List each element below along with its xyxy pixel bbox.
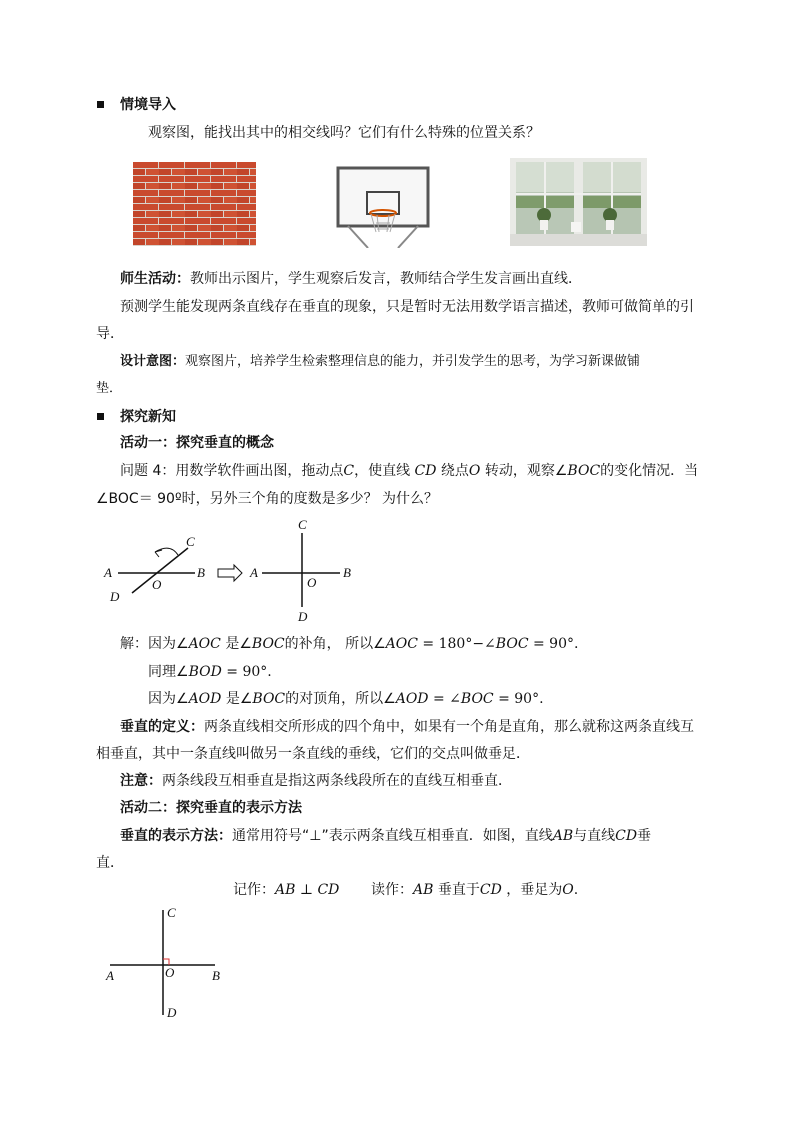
design-label: 设计意图：	[120, 354, 186, 369]
fig2-label-A: A	[106, 968, 114, 983]
sol3-text-c: 的对顶角，所以∠	[285, 691, 396, 707]
section-heading-intro: 情境导入	[120, 97, 176, 113]
predict-line-1: 预测学生能发现两条直线存在垂直的现象，只是暂时无法用数学语言描述，教师可做简单的引	[120, 299, 694, 315]
question4-line1	[120, 461, 698, 481]
fig1-label-C1: C	[186, 534, 195, 549]
fig1-label-D2: D	[298, 609, 308, 624]
fig2-label-C: C	[167, 905, 176, 920]
q4-text-b: ，使直线	[354, 463, 411, 479]
predict-line-2: 导．	[96, 326, 124, 342]
record-notation	[233, 880, 339, 900]
read-text-b: 垂直于	[437, 882, 480, 898]
fig1-label-B2: B	[343, 565, 351, 580]
design-text: 观察图片，培养学生检索整理信息的能力，并引发学生的思考，为学习新课做铺	[185, 354, 641, 369]
bullet-icon	[97, 101, 104, 108]
repr-text-b: 与直线	[573, 828, 616, 844]
q4-point-c: C	[343, 463, 355, 479]
sol1-text-a: 解：因为∠	[120, 636, 189, 652]
sol1-text-b: 是∠	[225, 636, 252, 652]
sol2-text-a: 同理∠	[148, 664, 189, 680]
note-text: 两条线段互相垂直是指这两条线段所在的直线互相垂直．	[162, 773, 512, 789]
activity-label: 师生活动：	[120, 271, 190, 287]
q4-angle-boc: BOC	[567, 463, 601, 479]
window-image	[510, 158, 647, 246]
definition-text: 两条直线相交所形成的四个角中，如果有一个角是直角，那么就称这两条直线互	[204, 719, 694, 735]
solution-line1	[120, 634, 578, 654]
definition-label: 垂直的定义：	[120, 719, 204, 735]
representation-line1	[120, 826, 651, 846]
sol3-angle-boc: BOC	[252, 691, 286, 707]
basketball-hoop-image	[333, 166, 433, 248]
sol3-text-b: 是∠	[225, 691, 253, 707]
observe-question: 观察图，能找出其中的相交线吗？它们有什么特殊的位置关系？	[148, 125, 540, 141]
activity-text: 教师出示图片，学生观察后发言，教师结合学生发言画出直线．	[190, 271, 582, 287]
definition-line1	[120, 717, 694, 737]
solution-line2	[148, 662, 272, 682]
sol1-angle-aoc-2: AOC	[385, 636, 418, 652]
read-label: 读作：	[371, 882, 413, 898]
sol1-text-e: = 90°.	[533, 636, 579, 652]
record-expression: AB ⊥ CD	[275, 882, 340, 898]
fig2-label-O: O	[165, 965, 175, 980]
q4-text-a: 问题 4：用数学软件画出图，拖动点	[120, 463, 344, 479]
repr-line-ab: AB	[552, 828, 574, 844]
sol3-angle-aod: AOD	[188, 691, 222, 707]
read-text-d: .	[573, 882, 579, 898]
sol1-text-c: 的补角， 所以∠	[284, 636, 386, 652]
repr-text-c: 垂	[637, 828, 652, 844]
read-notation	[371, 880, 578, 900]
fig1-label-A1: A	[104, 565, 112, 580]
sol1-angle-boc-2: BOC	[495, 636, 529, 652]
design-line	[120, 352, 640, 372]
q4-text-d: 转动，观察∠	[484, 463, 568, 479]
activity2-title: 活动二：探究垂直的表示方法	[120, 800, 302, 816]
activity-line	[120, 269, 582, 289]
design-line-2: 垫．	[96, 381, 123, 396]
fig2-label-D: D	[167, 1005, 177, 1020]
question4-line2: ∠BOC＝ 90º时，另外三个角的度数是多少？ 为什么？	[96, 491, 439, 507]
representation-line2: 直．	[96, 855, 124, 871]
bullet-icon	[97, 413, 104, 420]
definition-line2: 相垂直，其中一条直线叫做另一条直线的垂线，它们的交点叫做垂足．	[96, 746, 530, 762]
sol2-text-b: = 90°.	[226, 664, 272, 680]
fig1-label-C2: C	[298, 517, 307, 532]
q4-text-c: 绕点	[440, 463, 469, 479]
sol3-angle-aod-2: AOD	[395, 691, 429, 707]
sol1-angle-aoc: AOC	[188, 636, 221, 652]
read-text-c: ，垂足为	[506, 882, 563, 898]
repr-text-a: 通常用符号“⊥”表示两条直线互相垂直．如图，直线	[232, 828, 553, 844]
fig1-label-O1: O	[152, 577, 162, 592]
sol1-angle-boc: BOC	[251, 636, 285, 652]
brick-wall-image	[133, 162, 256, 246]
perpendicular-figure	[100, 900, 230, 1025]
sol3-text-e: = 90°.	[498, 691, 544, 707]
read-line-cd: CD	[479, 882, 502, 898]
fig1-label-B1: B	[197, 565, 205, 580]
activity1-title: 活动一：探究垂直的概念	[120, 435, 274, 451]
sol3-angle-boc-2: BOC	[460, 691, 494, 707]
read-line-ab: AB	[413, 882, 434, 898]
sol2-angle-bod: BOD	[188, 664, 222, 680]
q4-point-o: O	[468, 463, 481, 479]
solution-line3	[148, 689, 544, 709]
repr-line-cd: CD	[615, 828, 638, 844]
fig1-label-O2: O	[307, 575, 317, 590]
section-heading-explore: 探究新知	[120, 409, 176, 425]
fig1-label-A2: A	[250, 565, 258, 580]
sol3-text-a: 因为∠	[148, 691, 189, 707]
sol1-text-d: = 180°−∠	[422, 636, 496, 652]
representation-label: 垂直的表示方法：	[120, 828, 232, 844]
record-label: 记作：	[233, 882, 275, 898]
rotation-figure	[100, 515, 370, 625]
sol3-text-d: = ∠	[432, 691, 461, 707]
q4-text-e: 的变化情况．当	[600, 463, 699, 479]
note-label: 注意：	[120, 773, 162, 789]
fig1-label-D1: D	[110, 589, 120, 604]
read-point-o: O	[562, 882, 574, 898]
fig2-label-B: B	[212, 968, 220, 983]
q4-line-cd: CD	[414, 463, 437, 479]
note-line	[120, 771, 512, 791]
